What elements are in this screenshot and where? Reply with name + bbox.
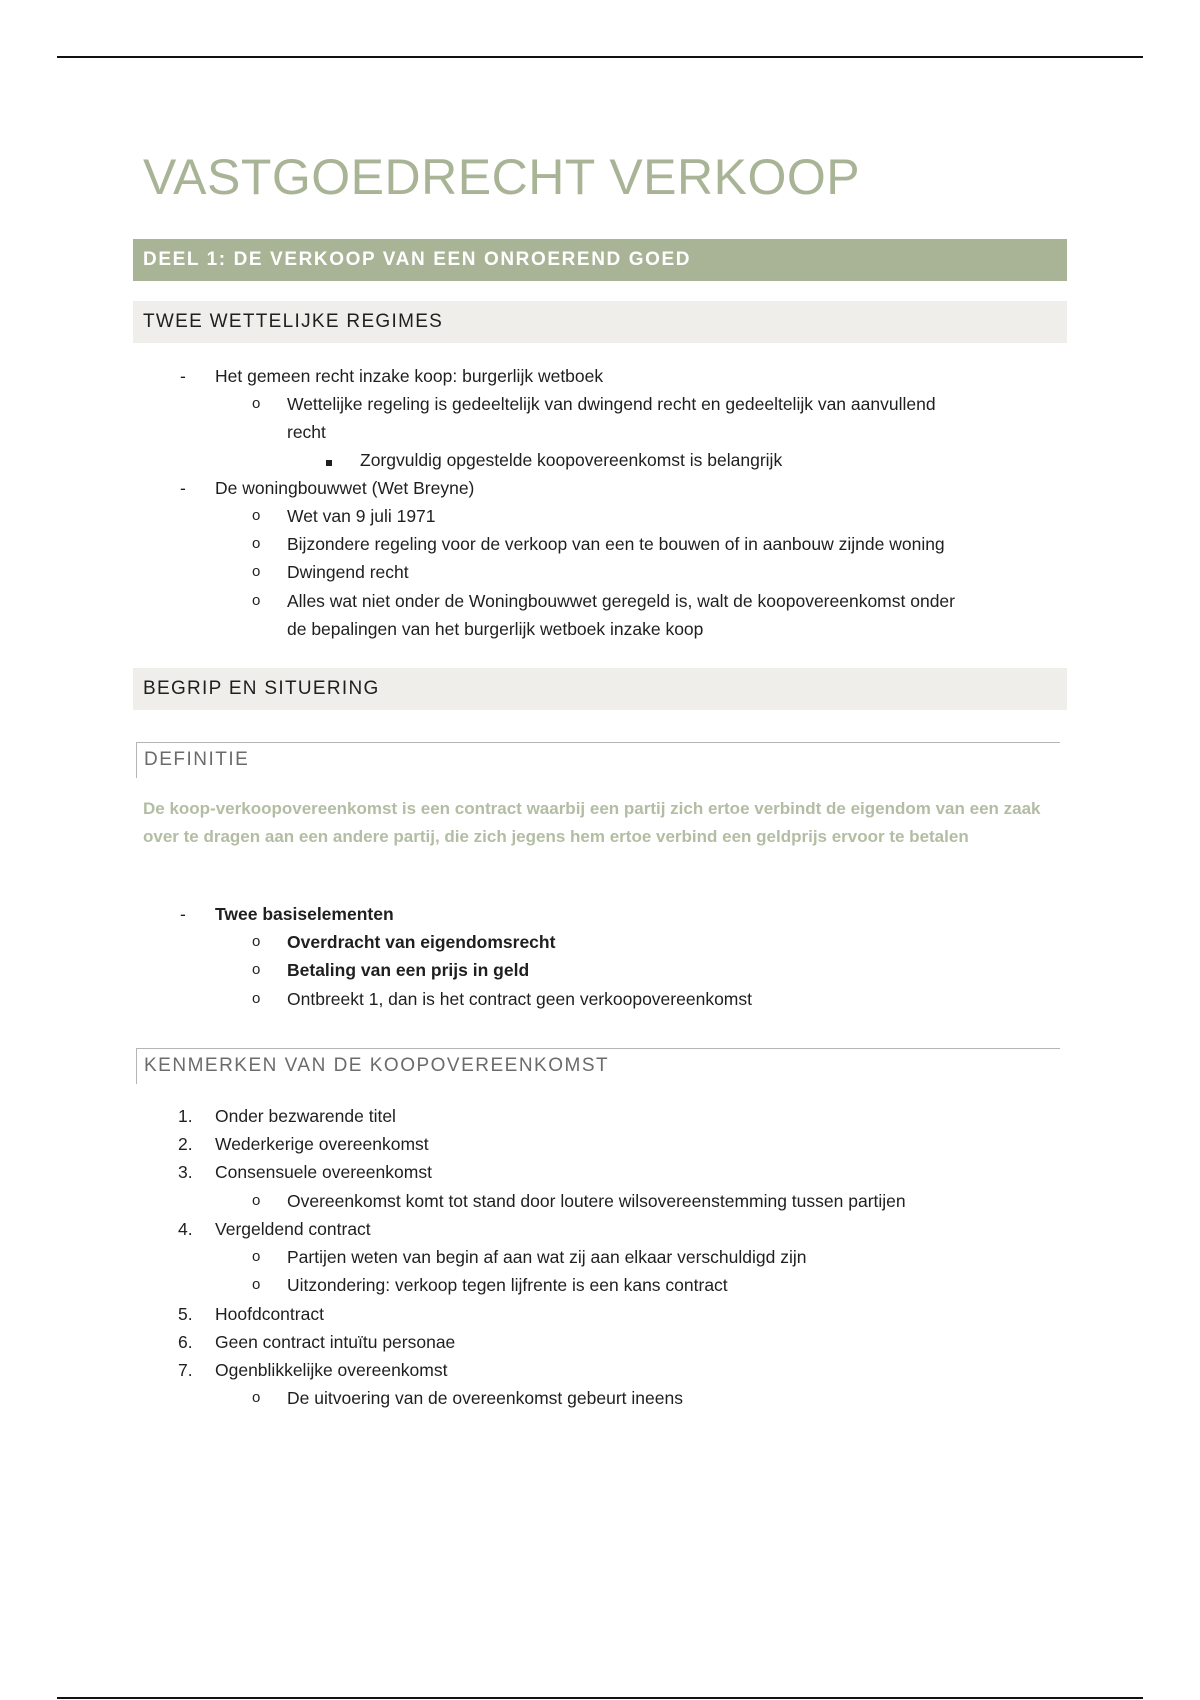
section-heading-regimes: TWEE WETTELIJKE REGIMES <box>133 301 1067 343</box>
dash-bullet: - <box>180 904 186 924</box>
circle-bullet: o <box>252 933 261 950</box>
list-item: Overdracht van eigendomsrecht <box>287 932 556 952</box>
list-item: Wederkerige overeenkomst <box>215 1134 429 1154</box>
list-number: 3. <box>178 1162 193 1182</box>
list-item: De uitvoering van de overeenkomst gebeurt ineens <box>287 1388 683 1408</box>
list-number: 4. <box>178 1219 193 1239</box>
list-item: Vergeldend contract <box>215 1219 371 1239</box>
circle-bullet: o <box>252 1276 261 1293</box>
list-item: Overeenkomst komt tot stand door loutere wilsovereenstemming tussen partijen <box>287 1191 906 1211</box>
list-item: De woningbouwwet (Wet Breyne) <box>215 478 475 498</box>
list-number: 2. <box>178 1134 193 1154</box>
circle-bullet: o <box>252 395 261 412</box>
subheading-kenmerken: KENMERKEN VAN DE KOOPOVEREENKOMST <box>136 1048 1060 1084</box>
list-item-continuation: recht <box>287 422 326 442</box>
list-item: Geen contract intuïtu personae <box>215 1332 456 1352</box>
list-item: Partijen weten van begin af aan wat zij aan elkaar verschuldigd zijn <box>287 1247 807 1267</box>
list-item: Uitzondering: verkoop tegen lijfrente is een kans contract <box>287 1275 728 1295</box>
circle-bullet: o <box>252 990 261 1007</box>
subheading-definitie: DEFINITIE <box>136 742 1060 778</box>
list-item: Ogenblikkelijke overeenkomst <box>215 1360 448 1380</box>
list-item: Betaling van een prijs in geld <box>287 960 530 980</box>
circle-bullet: o <box>252 535 261 552</box>
circle-bullet: o <box>252 563 261 580</box>
part-heading: DEEL 1: DE VERKOOP VAN EEN ONROEREND GOED <box>133 239 1067 281</box>
definition-text: De koop-verkoopovereenkomst is een contract waarbij een partij zich ertoe verbindt de eigendom van een zaak over te dragen aan een andere partij, die zich jegens hem ertoe verbind een geldprijs ervoor te betalen <box>143 799 1041 847</box>
list-item: Het gemeen recht inzake koop: burgerlijk wetboek <box>215 366 604 386</box>
section-heading-begrip: BEGRIP EN SITUERING <box>133 668 1067 710</box>
circle-bullet: o <box>252 1389 261 1406</box>
list-item: Onder bezwarende titel <box>215 1106 396 1126</box>
dash-bullet: - <box>180 478 186 498</box>
list-item: Consensuele overeenkomst <box>215 1162 432 1182</box>
dash-bullet: - <box>180 366 186 386</box>
list-item: Ontbreekt 1, dan is het contract geen verkoopovereenkomst <box>287 989 752 1009</box>
list-item: Hoofdcontract <box>215 1304 324 1324</box>
bottom-rule <box>57 1697 1143 1699</box>
list-item: Dwingend recht <box>287 562 409 582</box>
list-item: Bijzondere regeling voor de verkoop van een te bouwen of in aanbouw zijnde woning <box>287 534 945 554</box>
list-number: 5. <box>178 1304 193 1324</box>
top-rule <box>57 56 1143 58</box>
list-item-continuation: de bepalingen van het burgerlijk wetboek inzake koop <box>287 619 704 639</box>
list-item: Twee basiselementen <box>215 904 394 924</box>
document-title: VASTGOEDRECHT VERKOOP <box>143 149 861 205</box>
square-bullet <box>326 446 332 474</box>
list-number: 7. <box>178 1360 193 1380</box>
circle-bullet: o <box>252 1248 261 1265</box>
circle-bullet: o <box>252 507 261 524</box>
circle-bullet: o <box>252 1192 261 1209</box>
list-number: 1. <box>178 1106 193 1126</box>
list-item: Wettelijke regeling is gedeeltelijk van dwingend recht en gedeeltelijk van aanvullend <box>287 394 936 414</box>
list-item: Zorgvuldig opgestelde koopovereenkomst is belangrijk <box>360 450 783 470</box>
list-number: 6. <box>178 1332 193 1352</box>
circle-bullet: o <box>252 592 261 609</box>
list-item: Alles wat niet onder de Woningbouwwet geregeld is, walt de koopovereenkomst onder <box>287 591 955 611</box>
list-item: Wet van 9 juli 1971 <box>287 506 436 526</box>
circle-bullet: o <box>252 961 261 978</box>
